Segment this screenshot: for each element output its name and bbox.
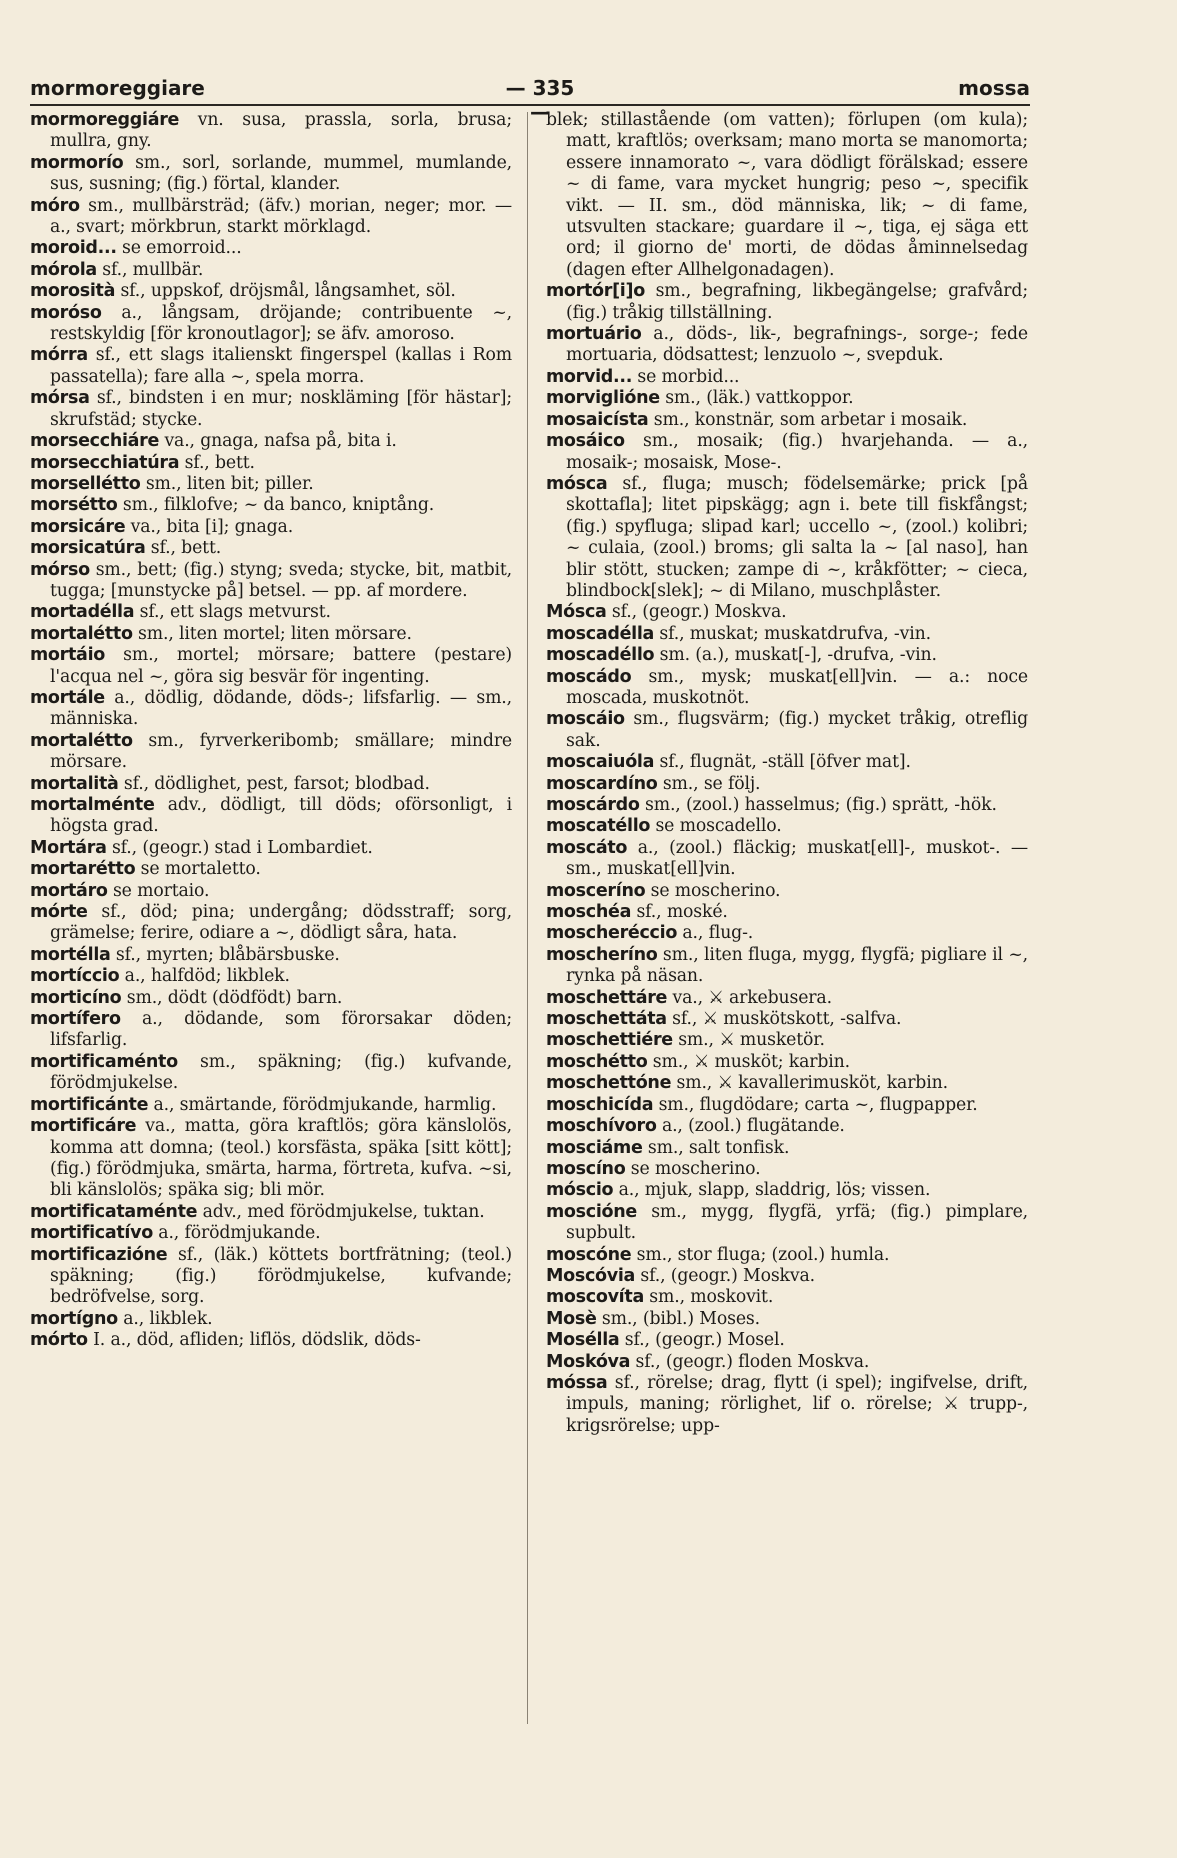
- entry-definition: sm., liten fluga, mygg, flygfä; pigliare il ~, rynka på näsan.: [566, 944, 1029, 987]
- entry-headword: mosciáme: [546, 1137, 643, 1158]
- entry-headword: morticíno: [30, 987, 122, 1008]
- dictionary-entry: [546, 774, 1028, 795]
- entry-headword: morsellétto: [30, 473, 141, 494]
- entry-headword: mortáio: [30, 645, 105, 666]
- left-column: [30, 110, 512, 1352]
- dictionary-entry: [30, 859, 512, 880]
- entry-headword: moschéa: [546, 902, 632, 923]
- entry-headword: mosáico: [546, 431, 625, 452]
- dictionary-entry: [30, 1223, 512, 1244]
- entry-definition: sf., ⚔ muskötskott, -salfva.: [672, 1009, 902, 1030]
- dictionary-entry: [546, 923, 1028, 944]
- entry-headword: moscáio: [546, 709, 625, 730]
- entry-headword: moschicída: [546, 1094, 654, 1115]
- entry-headword: Mosè: [546, 1308, 597, 1329]
- entry-headword: mórso: [30, 559, 90, 580]
- entry-headword: morvid...: [546, 366, 633, 387]
- entry-definition: se emorroid...: [122, 238, 242, 259]
- entry-headword: moscheréccio: [546, 923, 678, 944]
- entry-headword: móscio: [546, 1180, 614, 1201]
- entry-definition: sm., ⚔ musketör.: [678, 1030, 825, 1051]
- entry-definition: sf., uppskof, dröjsmål, långsamhet, söl.: [120, 281, 456, 302]
- entry-definition: a., likblek.: [123, 1308, 213, 1329]
- entry-headword: morsecchiatúra: [30, 452, 180, 473]
- entry-definition: blek; stillastående (om vatten); förlupen (om kula); matt, kraftlös; overksam; mano morta se manomorta; essere innamorato ~, vara dödligt förälskad; essere ~ di fame, vara mycket hungrig; peso ~, specifik vikt. — II. sm., död människa, lik; ~ di fame, utsvulten stackare; guardare il ~, tiga, ej säga ett ord; il giorno de' morti, de dödas åminnelsedag (dagen efter Allhelgonadagen).: [546, 110, 1028, 280]
- dictionary-entry: [30, 474, 512, 495]
- entry-definition: sf., flugnät, -ställ [öfver mat].: [659, 752, 911, 773]
- dictionary-entry: [546, 1009, 1028, 1030]
- entry-definition: sm., späkning; (fig.) kufvande, förödmjukelse.: [50, 1051, 513, 1094]
- dictionary-entry: [30, 645, 512, 688]
- entry-definition: a., förödmjukande.: [158, 1223, 321, 1244]
- dictionary-entry: [30, 1052, 512, 1095]
- entry-definition: se moscadello.: [655, 816, 782, 837]
- entry-headword: Mortára: [30, 837, 107, 858]
- entry-definition: sm., sorl, sorlande, mummel, mumlande, sus, susning; (fig.) förtal, klander.: [50, 152, 512, 195]
- entry-headword: mortór[i]o: [546, 281, 645, 302]
- entry-headword: moscardíno: [546, 773, 658, 794]
- entry-headword: moscíno: [546, 1158, 626, 1179]
- entry-headword: mortarétto: [30, 859, 136, 880]
- entry-headword: mórto: [30, 1330, 88, 1351]
- entry-headword: mortígno: [30, 1308, 118, 1329]
- entry-headword: mósca: [546, 473, 608, 494]
- entry-headword: moscóne: [546, 1244, 632, 1265]
- entry-definition: sm., moskovit.: [649, 1287, 774, 1308]
- entry-definition: sf., mullbär.: [102, 259, 204, 280]
- entry-definition: sm., ⚔ musköt; karbin.: [652, 1051, 850, 1072]
- dictionary-entry: [546, 988, 1028, 1009]
- entry-definition: va., gnaga, nafsa på, bita i.: [164, 431, 397, 452]
- dictionary-entry: [30, 688, 512, 731]
- dictionary-entry: [30, 966, 512, 987]
- dictionary-entry: [546, 324, 1028, 367]
- dictionary-entry: [30, 538, 512, 559]
- entry-headword: moscovíta: [546, 1287, 644, 1308]
- dictionary-entry: [546, 1095, 1028, 1116]
- dictionary-entry: [546, 795, 1028, 816]
- entry-headword: mórsa: [30, 388, 90, 409]
- entry-headword: morviglióne: [546, 388, 660, 409]
- entry-headword: mortificatívo: [30, 1223, 153, 1244]
- dictionary-entry: [546, 367, 1028, 388]
- dictionary-entry: [30, 110, 512, 153]
- entry-definition: sm., mullbärsträd; (äfv.) morian, neger; mor. — a., svart; mörkbrun, starkt mörklagd.: [50, 195, 512, 238]
- entry-headword: mórte: [30, 902, 88, 923]
- entry-definition: sf., bindsten i en mur; noskläming [för hästar]; skrufstäd; stycke.: [50, 388, 513, 430]
- dictionary-entry: [30, 945, 512, 966]
- entry-definition: sm., ⚔ kavallerimusköt, karbin.: [676, 1073, 948, 1094]
- entry-definition: sm., stor fluga; (zool.) humla.: [636, 1244, 890, 1265]
- entry-headword: mortalétto: [30, 623, 133, 644]
- entry-definition: sf., rörelse; drag, flytt (i spel); ingifvelse, drift, impuls, maning; rörlighet, lif o. rörelse; ⚔ trupp-, krigsrörelse; upp-: [566, 1372, 1029, 1436]
- entry-definition: a., dödlig, dödande, döds-; lifsfarlig. — sm., människa.: [50, 687, 512, 730]
- entry-definition: sf., myrten; blåbärsbuske.: [115, 944, 340, 965]
- dictionary-entry: [546, 1030, 1028, 1051]
- dictionary-entry: [546, 1052, 1028, 1073]
- dictionary-entry: [30, 902, 512, 945]
- entry-definition: sm., konstnär, som arbetar i mosaik.: [653, 409, 968, 430]
- dictionary-entry: [30, 431, 512, 452]
- entry-headword: moscheríno: [546, 944, 658, 965]
- dictionary-entry: [546, 1373, 1028, 1437]
- entry-definition: a., halfdöd; likblek.: [124, 966, 290, 987]
- entry-headword: mortadélla: [30, 602, 135, 623]
- dictionary-entry: [546, 1116, 1028, 1137]
- entry-definition: a., långsam, dröjande; contribuente ~, restskyldig [för kronoutlagor]; se äfv. amoroso.: [50, 302, 512, 345]
- entry-headword: mortificazióne: [30, 1244, 168, 1265]
- entry-definition: vn. susa, prassla, sorla, brusa; mullra, gny.: [50, 110, 512, 152]
- dictionary-entry: [546, 838, 1028, 881]
- dictionary-entry: [30, 1330, 512, 1351]
- entry-definition: sf., (geogr.) Moskva.: [640, 1265, 815, 1286]
- entry-headword: mórola: [30, 259, 97, 280]
- dictionary-entry: [546, 431, 1028, 474]
- dictionary-entry: [546, 388, 1028, 409]
- entry-definition: sf., bett.: [184, 452, 255, 473]
- entry-headword: moscatéllo: [546, 816, 651, 837]
- entry-headword: mortále: [30, 687, 105, 708]
- entry-definition: sm., mysk; muskat[ell]vin. — a.: noce moscada, muskotnöt.: [566, 666, 1029, 708]
- entry-definition: a., smärtande, förödmjukande, harmlig.: [153, 1094, 497, 1115]
- dictionary-entry: [30, 560, 512, 603]
- entry-headword: moscióne: [546, 1201, 637, 1222]
- dictionary-entry: [30, 388, 512, 431]
- entry-definition: se moscherino.: [650, 880, 781, 901]
- entry-headword: moschívoro: [546, 1116, 657, 1137]
- entry-headword: mortífero: [30, 1009, 121, 1030]
- entry-definition: se mortaletto.: [140, 859, 261, 880]
- dictionary-entry: [30, 1116, 512, 1202]
- entry-headword: moróso: [30, 302, 102, 323]
- entry-definition: sm., begrafning, likbegängelse; grafvård; (fig.) tråkig tillställning.: [566, 281, 1028, 323]
- dictionary-entry: [546, 752, 1028, 773]
- entry-definition: a., flug-.: [682, 923, 754, 944]
- dictionary-entry: [546, 902, 1028, 923]
- entry-headword: mortalità: [30, 773, 119, 794]
- entry-definition: sf., fluga; musch; födelsemärke; prick [på skottafla]; litet pipskägg; agn i. bete till fiskfångst; (fig.) spyfluga; slipad karl; uccello ~, (zool.) kolibri; ~ culaia, (zool.) broms; gli salta la ~ [al naso], han blir stött, stucken; zampe di ~, kråkfötter; ~ cieca, blindbock[slek]; ~ di Milano, muschplåster.: [566, 473, 1028, 601]
- dictionary-entry: [546, 281, 1028, 324]
- entry-definition: I. a., död, afliden; liflös, dödslik, döds-: [93, 1330, 421, 1351]
- dictionary-entry: [546, 1287, 1028, 1308]
- entry-definition: va., matta, göra kraftlös; göra känslolös, komma att domna; (teol.) korsfästa, späka [sitt kött]; (fig.) förödmjuka, smärta, harma, förtreta, kufva. ~si, bli känslolös; späka sig; bli mör.: [50, 1116, 512, 1201]
- entry-definition: a., dödande, som förorsakar döden; lifsfarlig.: [50, 1009, 512, 1051]
- dictionary-entry: [546, 410, 1028, 431]
- entry-headword: mortíccio: [30, 966, 120, 987]
- entry-headword: moscaiuóla: [546, 752, 655, 773]
- dictionary-entry: [30, 988, 512, 1009]
- dictionary-entry: [30, 345, 512, 388]
- dictionary-entry: [546, 945, 1028, 988]
- header-last-word: mossa: [958, 76, 1030, 100]
- entry-headword: moschettóne: [546, 1073, 672, 1094]
- dictionary-entry: [30, 260, 512, 281]
- entry-definition: sf., (geogr.) stad i Lombardiet.: [111, 837, 373, 858]
- entry-headword: mormoreggiáre: [30, 110, 180, 130]
- entry-headword: mortáro: [30, 880, 108, 901]
- dictionary-entry: [30, 1245, 512, 1309]
- dictionary-entry: [30, 453, 512, 474]
- entry-definition: sm., flugsvärm; (fig.) mycket tråkig, otreflig sak.: [566, 709, 1028, 751]
- dictionary-entry: [546, 667, 1028, 710]
- dictionary-entry: [546, 816, 1028, 837]
- entry-headword: moschettiére: [546, 1030, 673, 1051]
- dictionary-entry: [546, 1330, 1028, 1351]
- entry-definition: se mortaio.: [112, 880, 210, 901]
- entry-headword: mórra: [30, 345, 88, 366]
- dictionary-entry: [546, 1180, 1028, 1201]
- entry-headword: moscáto: [546, 837, 628, 858]
- dictionary-entry: [30, 838, 512, 859]
- entry-definition: se moscherino.: [630, 1158, 761, 1179]
- dictionary-entry: [546, 1138, 1028, 1159]
- dictionary-entry: [30, 517, 512, 538]
- entry-headword: morsicatúra: [30, 538, 146, 559]
- entry-headword: mortificataménte: [30, 1201, 198, 1222]
- entry-definition: adv., dödligt, till döds; oförsonligt, i högsta grad.: [50, 795, 512, 837]
- entry-definition: sm. (a.), muskat[-], -drufva, -vin.: [659, 645, 937, 666]
- dictionary-entry: [30, 153, 512, 196]
- entry-headword: mortificáre: [30, 1116, 137, 1137]
- column-divider: [527, 112, 528, 1724]
- entry-definition: sm., dödt (dödfödt) barn.: [126, 987, 343, 1008]
- entry-headword: mortalétto: [30, 730, 133, 751]
- entry-headword: moschettáta: [546, 1009, 667, 1030]
- entry-definition: sm., fyrverkeribomb; smällare; mindre mörsare.: [50, 730, 513, 773]
- entry-definition: a., (zool.) fläckig; muskat[ell]-, muskot-. — sm., muskat[ell]vin.: [566, 837, 1029, 880]
- entry-definition: sf., muskat; muskatdrufva, -vin.: [659, 623, 931, 644]
- dictionary-entry: [546, 1073, 1028, 1094]
- dictionary-entry: [546, 1159, 1028, 1180]
- header-first-word: mormoreggiare: [30, 76, 205, 100]
- entry-definition: sf., (geogr.) Moskva.: [611, 602, 787, 623]
- entry-definition: sf., ett slags italienskt fingerspel (kallas i Rom passatella); fare alla ~, spela morra.: [50, 345, 513, 387]
- dictionary-entry: [30, 196, 512, 239]
- entry-definition: sf., (geogr.) floden Moskva.: [635, 1351, 870, 1372]
- dictionary-entry: [30, 1309, 512, 1330]
- entry-definition: sf., ett slags metvurst.: [139, 602, 331, 623]
- dictionary-entry: [546, 624, 1028, 645]
- header-rule: [30, 104, 1030, 106]
- entry-headword: mortificaménto: [30, 1051, 178, 1072]
- entry-headword: móssa: [546, 1372, 608, 1393]
- entry-definition: sm., filklofve; ~ da banco, kniptång.: [122, 495, 435, 516]
- entry-definition: sm., mortel; mörsare; battere (pestare) l'acqua nel ~, göra sig besvär för ingenting.: [50, 645, 513, 687]
- dictionary-entry: [30, 624, 512, 645]
- entry-headword: morsétto: [30, 495, 118, 516]
- entry-headword: morsicáre: [30, 516, 126, 537]
- dictionary-entry: [546, 881, 1028, 902]
- entry-definition: sm., bett; (fig.) styng; sveda; stycke, bit, matbit, tugga; [munstycke på] betsel. — pp. af mordere.: [50, 559, 512, 601]
- entry-definition: a., döds-, lik-, begrafnings-, sorge-; fede mortuaria, dödsattest; lenzuolo ~, svepduk.: [566, 324, 1028, 366]
- entry-definition: sm., flugdödare; carta ~, flugpapper.: [658, 1094, 978, 1115]
- entry-definition: sm., liten bit; piller.: [145, 473, 314, 494]
- dictionary-entry: [30, 881, 512, 902]
- entry-definition: a., mjuk, slapp, sladdrig, lös; vissen.: [618, 1180, 931, 1201]
- dictionary-entry: [546, 1266, 1028, 1287]
- dictionary-entry: [546, 602, 1028, 623]
- entry-definition: sf., död; pina; undergång; dödsstraff; sorg, grämelse; ferire, odiare a ~, dödligt såra, hata.: [50, 902, 512, 944]
- entry-headword: mortificánte: [30, 1094, 149, 1115]
- dictionary-entry: [30, 1009, 512, 1052]
- entry-headword: mormorío: [30, 152, 124, 173]
- dictionary-entry: [30, 731, 512, 774]
- entry-definition: sf., bett.: [150, 538, 222, 559]
- dictionary-entry: [30, 238, 512, 259]
- entry-headword: mosaicísta: [546, 409, 649, 430]
- dictionary-entry: [30, 795, 512, 838]
- entry-definition: sf., (geogr.) Mosel.: [624, 1330, 785, 1351]
- entry-headword: mortélla: [30, 944, 111, 965]
- entry-definition: sf., (läk.) köttets bortfrätning; (teol.) späkning; (fig.) förödmjukelse, kufvande; bedröfvelse, sorg.: [50, 1244, 512, 1308]
- entry-headword: Mosélla: [546, 1330, 620, 1351]
- dictionary-entry: [30, 303, 512, 346]
- entry-definition: sf., dödlighet, pest, farsot; blodbad.: [123, 773, 430, 794]
- entry-headword: moschettáre: [546, 987, 668, 1008]
- entry-headword: mortuário: [546, 324, 642, 345]
- dictionary-entry: [30, 1202, 512, 1223]
- dictionary-entry: [546, 1352, 1028, 1373]
- entry-headword: mortalménte: [30, 795, 155, 815]
- entry-definition: sm., mosaik; (fig.) hvarjehanda. — a., mosaik-; mosaisk, Mose-.: [566, 431, 1029, 473]
- entry-headword: móro: [30, 195, 80, 216]
- dictionary-entry: [546, 1309, 1028, 1330]
- entry-headword: moschétto: [546, 1051, 648, 1072]
- dictionary-entry: [546, 1245, 1028, 1266]
- entry-definition: va., ⚔ arkebusera.: [672, 987, 832, 1008]
- dictionary-entry: [30, 774, 512, 795]
- entry-definition: sm., (zool.) hasselmus; (fig.) sprätt, -hök.: [644, 795, 997, 815]
- entry-definition: sm., se följ.: [662, 773, 761, 794]
- entry-definition: sm., mygg, flygfä, yrfä; (fig.) pimplare, supbult.: [566, 1201, 1029, 1244]
- page-number: — 335 —: [505, 76, 575, 124]
- dictionary-entry: [546, 1202, 1028, 1245]
- entry-headword: moscadélla: [546, 623, 655, 644]
- dictionary-entry: [546, 474, 1028, 602]
- entry-headword: mosceríno: [546, 880, 646, 901]
- entry-definition: sf., moské.: [636, 902, 728, 923]
- dictionary-entry: [546, 709, 1028, 752]
- entry-definition: a., (zool.) flugätande.: [661, 1116, 845, 1137]
- dictionary-entry: [546, 645, 1028, 666]
- entry-definition: sm., (läk.) vattkoppor.: [665, 388, 854, 409]
- entry-headword: Moscóvia: [546, 1265, 636, 1286]
- entry-definition: sm., liten mortel; liten mörsare.: [138, 623, 412, 644]
- entry-headword: moroid...: [30, 238, 117, 259]
- dictionary-entry: [30, 602, 512, 623]
- entry-definition: se morbid...: [637, 366, 740, 387]
- entry-headword: Mósca: [546, 602, 607, 623]
- entry-definition: sm., (bibl.) Moses.: [601, 1308, 760, 1329]
- entry-headword: Moskóva: [546, 1351, 631, 1372]
- entry-headword: morsecchiáre: [30, 431, 160, 452]
- dictionary-entry: [30, 1095, 512, 1116]
- entry-headword: moscárdo: [546, 795, 640, 815]
- dictionary-entry: [30, 495, 512, 516]
- entry-headword: moscadéllo: [546, 645, 655, 666]
- entry-definition: va., bita [i]; gnaga.: [130, 516, 294, 537]
- dictionary-entry: [546, 110, 1028, 281]
- dictionary-entry: [30, 281, 512, 302]
- entry-headword: moscádo: [546, 666, 632, 687]
- entry-definition: adv., med förödmjukelse, tuktan.: [202, 1201, 485, 1222]
- right-column: [546, 110, 1028, 1437]
- entry-headword: morosità: [30, 281, 116, 302]
- entry-definition: sm., salt tonfisk.: [647, 1137, 790, 1158]
